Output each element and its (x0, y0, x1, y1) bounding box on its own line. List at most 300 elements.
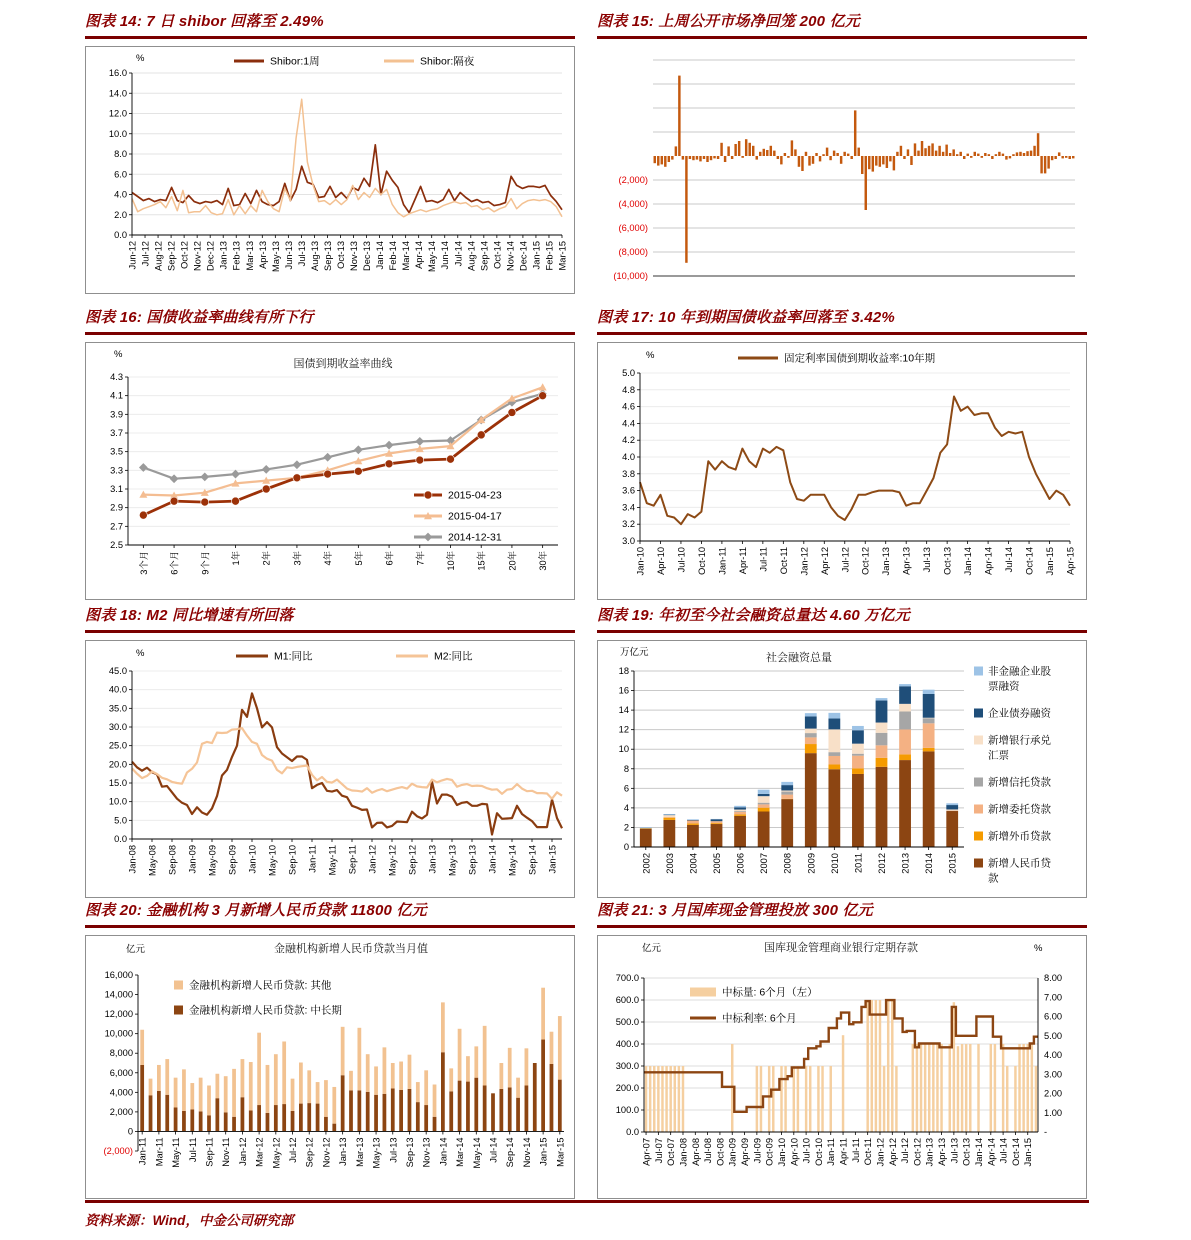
svg-text:9个月: 9个月 (200, 551, 211, 575)
svg-text:2005: 2005 (712, 853, 722, 874)
svg-text:Jun-14: Jun-14 (440, 241, 451, 270)
svg-text:Sep-13: Sep-13 (322, 240, 333, 271)
svg-text:Apr-12: Apr-12 (887, 1138, 898, 1166)
svg-text:Jan-10: Jan-10 (635, 547, 646, 576)
svg-text:Apr-08: Apr-08 (690, 1138, 701, 1166)
figure-16-panel (85, 342, 575, 600)
svg-text:-: - (1044, 1127, 1048, 1137)
svg-text:Mar-15: Mar-15 (557, 241, 568, 271)
svg-text:Nov-14: Nov-14 (521, 1137, 532, 1168)
svg-text:2015-04-23: 2015-04-23 (448, 489, 502, 502)
svg-text:4.1: 4.1 (110, 390, 123, 401)
svg-text:3.0: 3.0 (622, 536, 635, 546)
svg-text:Nov-13: Nov-13 (349, 241, 360, 271)
svg-text:票融资: 票融资 (988, 680, 1020, 693)
figure-14-title: 图表 14: 7 日 shibor 回落至 2.49% (85, 12, 575, 39)
svg-text:新增人民币贷: 新增人民币贷 (988, 857, 1051, 870)
svg-text:Jan-11: Jan-11 (137, 1137, 148, 1166)
svg-text:Jan-15: Jan-15 (531, 241, 542, 270)
svg-text:Apr-09: Apr-09 (740, 1138, 751, 1166)
svg-text:10.0: 10.0 (108, 128, 127, 139)
svg-text:2010: 2010 (829, 853, 840, 874)
svg-text:40.0: 40.0 (108, 684, 127, 695)
figure-16-title: 图表 16: 国债收益率曲线有所下行 (85, 308, 575, 335)
figure-21 (597, 901, 1087, 1199)
svg-text:Oct-14: Oct-14 (1024, 547, 1035, 575)
svg-text:企业债券融资: 企业债券融资 (988, 707, 1051, 720)
svg-text:Jan-09: Jan-09 (727, 1138, 738, 1167)
svg-text:0: 0 (623, 842, 629, 852)
svg-text:%: % (136, 648, 145, 659)
svg-text:300.0: 300.0 (615, 1061, 639, 1071)
svg-text:8: 8 (623, 763, 629, 774)
svg-text:May-13: May-13 (447, 845, 458, 877)
svg-text:Jan-14: Jan-14 (487, 845, 498, 874)
svg-text:Sep-11: Sep-11 (204, 1137, 215, 1167)
svg-text:%: % (114, 349, 123, 360)
svg-text:35.0: 35.0 (108, 703, 127, 714)
svg-text:18: 18 (618, 666, 629, 676)
svg-text:Aug-13: Aug-13 (309, 241, 320, 271)
svg-text:Jan-13: Jan-13 (924, 1138, 935, 1167)
figure-15-panel (597, 46, 1087, 292)
svg-text:4: 4 (623, 802, 629, 813)
svg-text:%: % (646, 350, 655, 361)
svg-text:Jul-11: Jul-11 (758, 547, 769, 572)
svg-text:Apr-11: Apr-11 (737, 547, 748, 575)
svg-text:2014: 2014 (924, 853, 935, 874)
open-market-operations-chart (597, 46, 1087, 292)
svg-text:新增银行承兑: 新增银行承兑 (988, 734, 1051, 747)
svg-text:Jul-13: Jul-13 (388, 1137, 399, 1163)
svg-text:4.0: 4.0 (114, 189, 127, 200)
svg-text:8.0: 8.0 (114, 149, 127, 159)
svg-text:May-13: May-13 (270, 241, 281, 273)
svg-text:May-09: May-09 (207, 845, 218, 877)
svg-text:Aug-12: Aug-12 (153, 241, 164, 271)
svg-text:3个月: 3个月 (138, 551, 149, 575)
figure-19-title: 图表 19: 年初至今社会融资总量达 4.60 万亿元 (597, 606, 1087, 633)
svg-text:新增委托贷款: 新增委托贷款 (988, 803, 1051, 816)
svg-text:Mar-14: Mar-14 (401, 241, 412, 271)
svg-text:Shibor:隔夜: Shibor:隔夜 (420, 55, 475, 68)
svg-text:Sep-08: Sep-08 (167, 845, 178, 875)
svg-text:(2,000): (2,000) (103, 1146, 133, 1156)
svg-text:Jan-15: Jan-15 (1023, 1138, 1034, 1167)
svg-text:Jan-13: Jan-13 (427, 845, 438, 874)
svg-text:Jan-14: Jan-14 (375, 241, 386, 270)
svg-text:3.5: 3.5 (110, 446, 123, 457)
svg-text:16,000: 16,000 (104, 970, 133, 980)
svg-text:Apr-14: Apr-14 (414, 241, 425, 269)
svg-text:Jan-12: Jan-12 (367, 845, 378, 874)
svg-text:Sep-13: Sep-13 (404, 1137, 415, 1168)
svg-text:Sep-12: Sep-12 (407, 845, 418, 875)
svg-text:金融机构新增人民币贷款: 中长期: 金融机构新增人民币贷款: 中长期 (189, 1004, 342, 1017)
svg-text:3年: 3年 (292, 551, 303, 566)
svg-text:6.00: 6.00 (1044, 1011, 1063, 1022)
svg-text:亿元: 亿元 (642, 943, 662, 954)
figure-14-panel (85, 46, 575, 294)
svg-text:%: % (136, 53, 145, 64)
svg-text:15年: 15年 (476, 551, 487, 571)
svg-text:Jun-13: Jun-13 (283, 241, 294, 270)
svg-text:2: 2 (623, 822, 629, 833)
figure-16 (85, 308, 575, 600)
figure-17-panel (597, 342, 1087, 600)
svg-text:2007: 2007 (759, 853, 770, 874)
svg-text:Apr-10: Apr-10 (789, 1138, 800, 1166)
svg-text:Jan-15: Jan-15 (538, 1137, 549, 1166)
svg-text:Jan-10: Jan-10 (247, 845, 258, 874)
figure-18-panel (85, 640, 575, 898)
svg-text:6.0: 6.0 (114, 169, 127, 180)
svg-text:3.1: 3.1 (110, 484, 123, 494)
svg-text:45.0: 45.0 (108, 666, 127, 676)
svg-text:Apr-13: Apr-13 (937, 1138, 948, 1166)
svg-text:6个月: 6个月 (169, 551, 180, 575)
svg-text:May-11: May-11 (327, 845, 338, 876)
svg-text:(6,000): (6,000) (618, 223, 648, 233)
svg-text:Oct-13: Oct-13 (335, 241, 346, 269)
svg-text:万亿元: 万亿元 (620, 647, 649, 658)
svg-text:Jul-10: Jul-10 (676, 547, 687, 573)
svg-text:汇票: 汇票 (988, 749, 1009, 762)
svg-text:6年: 6年 (384, 551, 395, 566)
svg-text:Oct-10: Oct-10 (813, 1138, 824, 1166)
treasury-cash-deposit-chart (598, 936, 1086, 1198)
svg-text:Sep-11: Sep-11 (347, 845, 358, 875)
svg-text:May-08: May-08 (147, 845, 158, 877)
svg-text:Jul-11: Jul-11 (850, 1138, 861, 1163)
svg-text:Jul-13: Jul-13 (296, 241, 307, 267)
svg-text:0.0: 0.0 (114, 834, 127, 844)
svg-text:16: 16 (618, 685, 629, 696)
svg-text:M2:同比: M2:同比 (434, 650, 473, 663)
svg-text:May-14: May-14 (427, 241, 438, 273)
treasury-yield-curve-chart (86, 343, 574, 599)
svg-text:0.0: 0.0 (626, 1127, 639, 1137)
svg-text:0: 0 (127, 1126, 133, 1137)
svg-text:金融机构新增人民币贷款: 其他: 金融机构新增人民币贷款: 其他 (189, 979, 332, 992)
svg-text:Mar-12: Mar-12 (254, 1137, 265, 1167)
svg-text:Jul-12: Jul-12 (140, 241, 151, 267)
svg-text:600.0: 600.0 (615, 995, 639, 1005)
svg-text:May-12: May-12 (387, 845, 398, 877)
svg-text:20.0: 20.0 (108, 759, 127, 770)
svg-text:10,000: 10,000 (104, 1028, 133, 1039)
svg-text:Aug-14: Aug-14 (466, 241, 477, 271)
svg-text:16.0: 16.0 (108, 68, 127, 78)
svg-text:Apr-14: Apr-14 (983, 547, 994, 575)
figure-20 (85, 901, 575, 1199)
svg-text:20年: 20年 (507, 551, 518, 571)
svg-text:May-12: May-12 (271, 1137, 282, 1169)
svg-text:Jul-07: Jul-07 (653, 1138, 664, 1164)
svg-text:国债到期收益率曲线: 国债到期收益率曲线 (293, 358, 393, 370)
svg-text:Jan-11: Jan-11 (717, 547, 728, 575)
total-social-financing-chart (598, 641, 1086, 897)
svg-text:Oct-14: Oct-14 (492, 241, 503, 269)
svg-text:0.0: 0.0 (114, 230, 127, 240)
figure-21-panel (597, 935, 1087, 1199)
svg-text:2015-04-17: 2015-04-17 (448, 510, 502, 523)
svg-text:固定利率国债到期收益率:10年期: 固定利率国债到期收益率:10年期 (784, 352, 936, 365)
svg-text:14: 14 (618, 705, 629, 716)
svg-text:May-11: May-11 (171, 1137, 182, 1168)
svg-text:4.6: 4.6 (622, 401, 635, 412)
svg-text:Jul-12: Jul-12 (288, 1137, 299, 1163)
svg-text:4.3: 4.3 (110, 372, 123, 382)
svg-text:Jan-11: Jan-11 (307, 845, 318, 873)
svg-text:2011: 2011 (853, 853, 864, 873)
svg-text:3.7: 3.7 (110, 428, 123, 438)
svg-text:700.0: 700.0 (615, 973, 639, 983)
svg-text:Oct-13: Oct-13 (942, 547, 953, 575)
svg-text:May-14: May-14 (471, 1137, 482, 1169)
svg-text:Jul-14: Jul-14 (488, 1137, 499, 1163)
svg-text:2.0: 2.0 (114, 209, 127, 220)
svg-text:3.4: 3.4 (622, 502, 635, 513)
svg-text:400.0: 400.0 (615, 1039, 639, 1049)
svg-text:2.5: 2.5 (110, 540, 123, 550)
svg-text:国库现金管理商业银行定期存款: 国库现金管理商业银行定期存款 (764, 942, 918, 954)
svg-text:Apr-11: Apr-11 (838, 1138, 849, 1166)
svg-text:12: 12 (618, 724, 629, 735)
figure-15-title: 图表 15: 上周公开市场净回笼 200 亿元 (597, 12, 1087, 39)
svg-text:8.00: 8.00 (1044, 973, 1063, 983)
svg-text:Sep-09: Sep-09 (227, 845, 238, 875)
svg-text:Apr-14: Apr-14 (986, 1138, 997, 1166)
svg-text:Oct-07: Oct-07 (666, 1138, 677, 1166)
svg-text:Jan-15: Jan-15 (547, 845, 558, 874)
svg-text:Jul-08: Jul-08 (703, 1138, 714, 1164)
svg-text:2015: 2015 (947, 853, 958, 874)
svg-text:非金融企业股: 非金融企业股 (988, 665, 1051, 678)
svg-text:款: 款 (988, 872, 999, 885)
svg-text:Jul-10: Jul-10 (801, 1138, 812, 1164)
svg-text:新增信托贷款: 新增信托贷款 (988, 776, 1051, 789)
svg-text:12.0: 12.0 (108, 108, 127, 119)
svg-text:3.00: 3.00 (1044, 1069, 1063, 1080)
svg-text:Shibor:1周: Shibor:1周 (270, 55, 320, 68)
figure-18-title: 图表 18: M2 同比增速有所回落 (85, 606, 575, 633)
svg-text:2,000: 2,000 (109, 1106, 133, 1117)
svg-text:5年: 5年 (353, 551, 364, 566)
svg-text:8,000: 8,000 (109, 1048, 133, 1059)
svg-text:2004: 2004 (688, 853, 699, 874)
svg-text:Oct-11: Oct-11 (778, 547, 789, 575)
svg-text:Sep-12: Sep-12 (304, 1137, 315, 1168)
svg-text:Jan-14: Jan-14 (973, 1138, 984, 1167)
svg-text:Sep-14: Sep-14 (505, 1137, 516, 1168)
svg-text:Feb-15: Feb-15 (544, 241, 555, 271)
svg-text:12,000: 12,000 (104, 1009, 133, 1020)
svg-text:May-14: May-14 (507, 845, 518, 877)
svg-text:1.00: 1.00 (1044, 1107, 1063, 1118)
svg-text:10年: 10年 (446, 551, 456, 571)
svg-text:10.0: 10.0 (108, 796, 127, 807)
svg-text:2002: 2002 (641, 853, 652, 874)
svg-text:Apr-12: Apr-12 (819, 547, 830, 575)
svg-text:Mar-13: Mar-13 (354, 1137, 365, 1167)
svg-text:Jan-10: Jan-10 (776, 1138, 787, 1167)
svg-text:4.2: 4.2 (622, 435, 635, 446)
svg-text:Apr-15: Apr-15 (1065, 547, 1076, 575)
svg-text:3.3: 3.3 (110, 465, 123, 476)
svg-text:4.00: 4.00 (1044, 1050, 1063, 1060)
svg-text:Jul-09: Jul-09 (752, 1138, 763, 1164)
svg-text:2006: 2006 (735, 853, 746, 874)
figure-20-panel (85, 935, 575, 1199)
svg-text:Apr-07: Apr-07 (641, 1138, 652, 1166)
svg-text:Dec-12: Dec-12 (205, 241, 216, 271)
svg-text:Apr-13: Apr-13 (257, 241, 268, 269)
figure-17 (597, 308, 1087, 600)
svg-text:Nov-12: Nov-12 (192, 241, 203, 271)
svg-text:Feb-13: Feb-13 (231, 241, 242, 271)
svg-text:Jan-14: Jan-14 (438, 1137, 449, 1166)
shibor-chart (86, 47, 574, 293)
svg-text:Feb-14: Feb-14 (388, 241, 399, 271)
svg-text:Jun-12: Jun-12 (127, 241, 138, 270)
svg-text:3.6: 3.6 (622, 485, 635, 496)
svg-text:4,000: 4,000 (109, 1087, 133, 1098)
svg-text:Sep-12: Sep-12 (166, 241, 177, 271)
svg-text:Mar-11: Mar-11 (154, 1137, 165, 1167)
svg-text:100.0: 100.0 (615, 1105, 639, 1115)
svg-text:3.8: 3.8 (622, 468, 635, 479)
svg-text:1年: 1年 (231, 551, 241, 566)
svg-text:5.0: 5.0 (622, 368, 635, 378)
svg-text:Mar-13: Mar-13 (244, 241, 255, 271)
svg-text:25.0: 25.0 (108, 740, 127, 751)
svg-text:6: 6 (623, 783, 629, 794)
svg-text:May-13: May-13 (371, 1137, 382, 1169)
svg-text:(10,000): (10,000) (613, 271, 648, 281)
figure-17-title: 图表 17: 10 年到期国债收益率回落至 3.42% (597, 308, 1087, 335)
svg-text:4年: 4年 (323, 551, 334, 566)
svg-text:新增外币贷款: 新增外币贷款 (988, 830, 1051, 843)
svg-text:Dec-14: Dec-14 (518, 241, 529, 271)
svg-text:2013: 2013 (900, 853, 911, 874)
svg-text:30.0: 30.0 (108, 722, 127, 732)
svg-text:2014-12-31: 2014-12-31 (448, 531, 502, 544)
svg-text:%: % (1034, 943, 1043, 954)
svg-text:Jul-13: Jul-13 (949, 1138, 960, 1164)
svg-text:Dec-13: Dec-13 (362, 241, 373, 271)
svg-text:2.7: 2.7 (110, 521, 123, 532)
svg-text:7.00: 7.00 (1044, 992, 1063, 1003)
svg-text:Oct-12: Oct-12 (912, 1138, 923, 1166)
svg-text:Jul-12: Jul-12 (840, 547, 851, 573)
svg-text:2003: 2003 (664, 853, 675, 874)
svg-text:Oct-13: Oct-13 (961, 1138, 972, 1166)
svg-text:Mar-15: Mar-15 (555, 1137, 566, 1167)
svg-text:500.0: 500.0 (615, 1017, 639, 1027)
svg-text:Nov-14: Nov-14 (505, 241, 516, 271)
svg-text:中标利率: 6个月: 中标利率: 6个月 (722, 1012, 797, 1025)
svg-text:3.2: 3.2 (622, 519, 635, 530)
svg-text:5.00: 5.00 (1044, 1030, 1063, 1041)
svg-text:M1:同比: M1:同比 (274, 650, 313, 663)
svg-text:3.9: 3.9 (110, 409, 123, 420)
figure-15 (597, 12, 1087, 292)
svg-text:Jul-13: Jul-13 (922, 547, 933, 573)
svg-text:Jul-14: Jul-14 (453, 241, 464, 267)
svg-text:Sep-13: Sep-13 (467, 845, 478, 875)
svg-text:Oct-09: Oct-09 (764, 1138, 775, 1166)
svg-text:Jan-13: Jan-13 (218, 241, 229, 270)
svg-text:2年: 2年 (261, 551, 272, 566)
svg-text:Jan-13: Jan-13 (881, 547, 892, 576)
svg-text:Jul-11: Jul-11 (187, 1137, 198, 1163)
svg-text:中标量: 6个月（左）: 中标量: 6个月（左） (722, 986, 818, 999)
svg-text:Jan-14: Jan-14 (963, 547, 974, 576)
svg-text:Jan-11: Jan-11 (826, 1138, 837, 1166)
svg-text:2.9: 2.9 (110, 502, 123, 513)
svg-text:2.00: 2.00 (1044, 1088, 1063, 1099)
svg-text:Sep-14: Sep-14 (527, 845, 538, 875)
svg-text:Oct-14: Oct-14 (1010, 1138, 1021, 1166)
svg-text:7年: 7年 (415, 551, 426, 566)
svg-text:4.8: 4.8 (622, 384, 635, 395)
svg-text:Jan-09: Jan-09 (187, 845, 198, 874)
svg-text:Oct-10: Oct-10 (696, 547, 707, 575)
svg-text:Jan-13: Jan-13 (338, 1137, 349, 1166)
svg-text:Mar-14: Mar-14 (455, 1137, 466, 1167)
figure-18 (85, 606, 575, 898)
figure-19-panel (597, 640, 1087, 898)
svg-text:4.0: 4.0 (622, 452, 635, 462)
svg-text:Sep-10: Sep-10 (287, 845, 298, 875)
svg-text:Nov-11: Nov-11 (221, 1137, 232, 1167)
svg-text:Apr-10: Apr-10 (655, 547, 666, 575)
svg-text:Oct-12: Oct-12 (860, 547, 871, 575)
svg-text:Jan-08: Jan-08 (127, 845, 138, 874)
svg-text:Jul-14: Jul-14 (1004, 547, 1015, 573)
svg-text:金融机构新增人民币贷款当月值: 金融机构新增人民币贷款当月值 (274, 943, 428, 955)
svg-text:14,000: 14,000 (104, 989, 133, 1000)
svg-text:15.0: 15.0 (108, 778, 127, 788)
svg-text:社会融资总量: 社会融资总量 (766, 652, 832, 664)
svg-text:May-10: May-10 (267, 845, 278, 877)
svg-text:(4,000): (4,000) (618, 199, 648, 209)
figure-19 (597, 606, 1087, 898)
svg-text:Jan-12: Jan-12 (237, 1137, 248, 1166)
svg-text:Jul-12: Jul-12 (900, 1138, 911, 1164)
figure-14 (85, 12, 575, 294)
figure-21-title: 图表 21: 3 月国库现金管理投放 300 亿元 (597, 901, 1087, 928)
treasury-10y-yield-chart (598, 343, 1086, 599)
svg-text:2009: 2009 (806, 853, 817, 874)
svg-text:5.0: 5.0 (114, 815, 127, 826)
svg-text:Nov-13: Nov-13 (421, 1137, 432, 1168)
svg-text:Apr-13: Apr-13 (901, 547, 912, 575)
svg-text:2012: 2012 (877, 853, 887, 874)
source-note: 资料来源：Wind，中金公司研究部 (85, 1200, 1089, 1229)
svg-text:6,000: 6,000 (109, 1067, 133, 1078)
svg-text:亿元: 亿元 (126, 944, 146, 955)
svg-text:Jan-12: Jan-12 (875, 1138, 886, 1167)
svg-text:(2,000): (2,000) (618, 175, 648, 185)
m1-m2-growth-chart (86, 641, 574, 897)
svg-text:Oct-12: Oct-12 (179, 241, 190, 269)
svg-text:Nov-12: Nov-12 (321, 1137, 332, 1168)
svg-text:Jul-14: Jul-14 (998, 1138, 1009, 1164)
figure-20-title: 图表 20: 金融机构 3 月新增人民币贷款 11800 亿元 (85, 901, 575, 928)
svg-text:4.4: 4.4 (622, 418, 635, 429)
